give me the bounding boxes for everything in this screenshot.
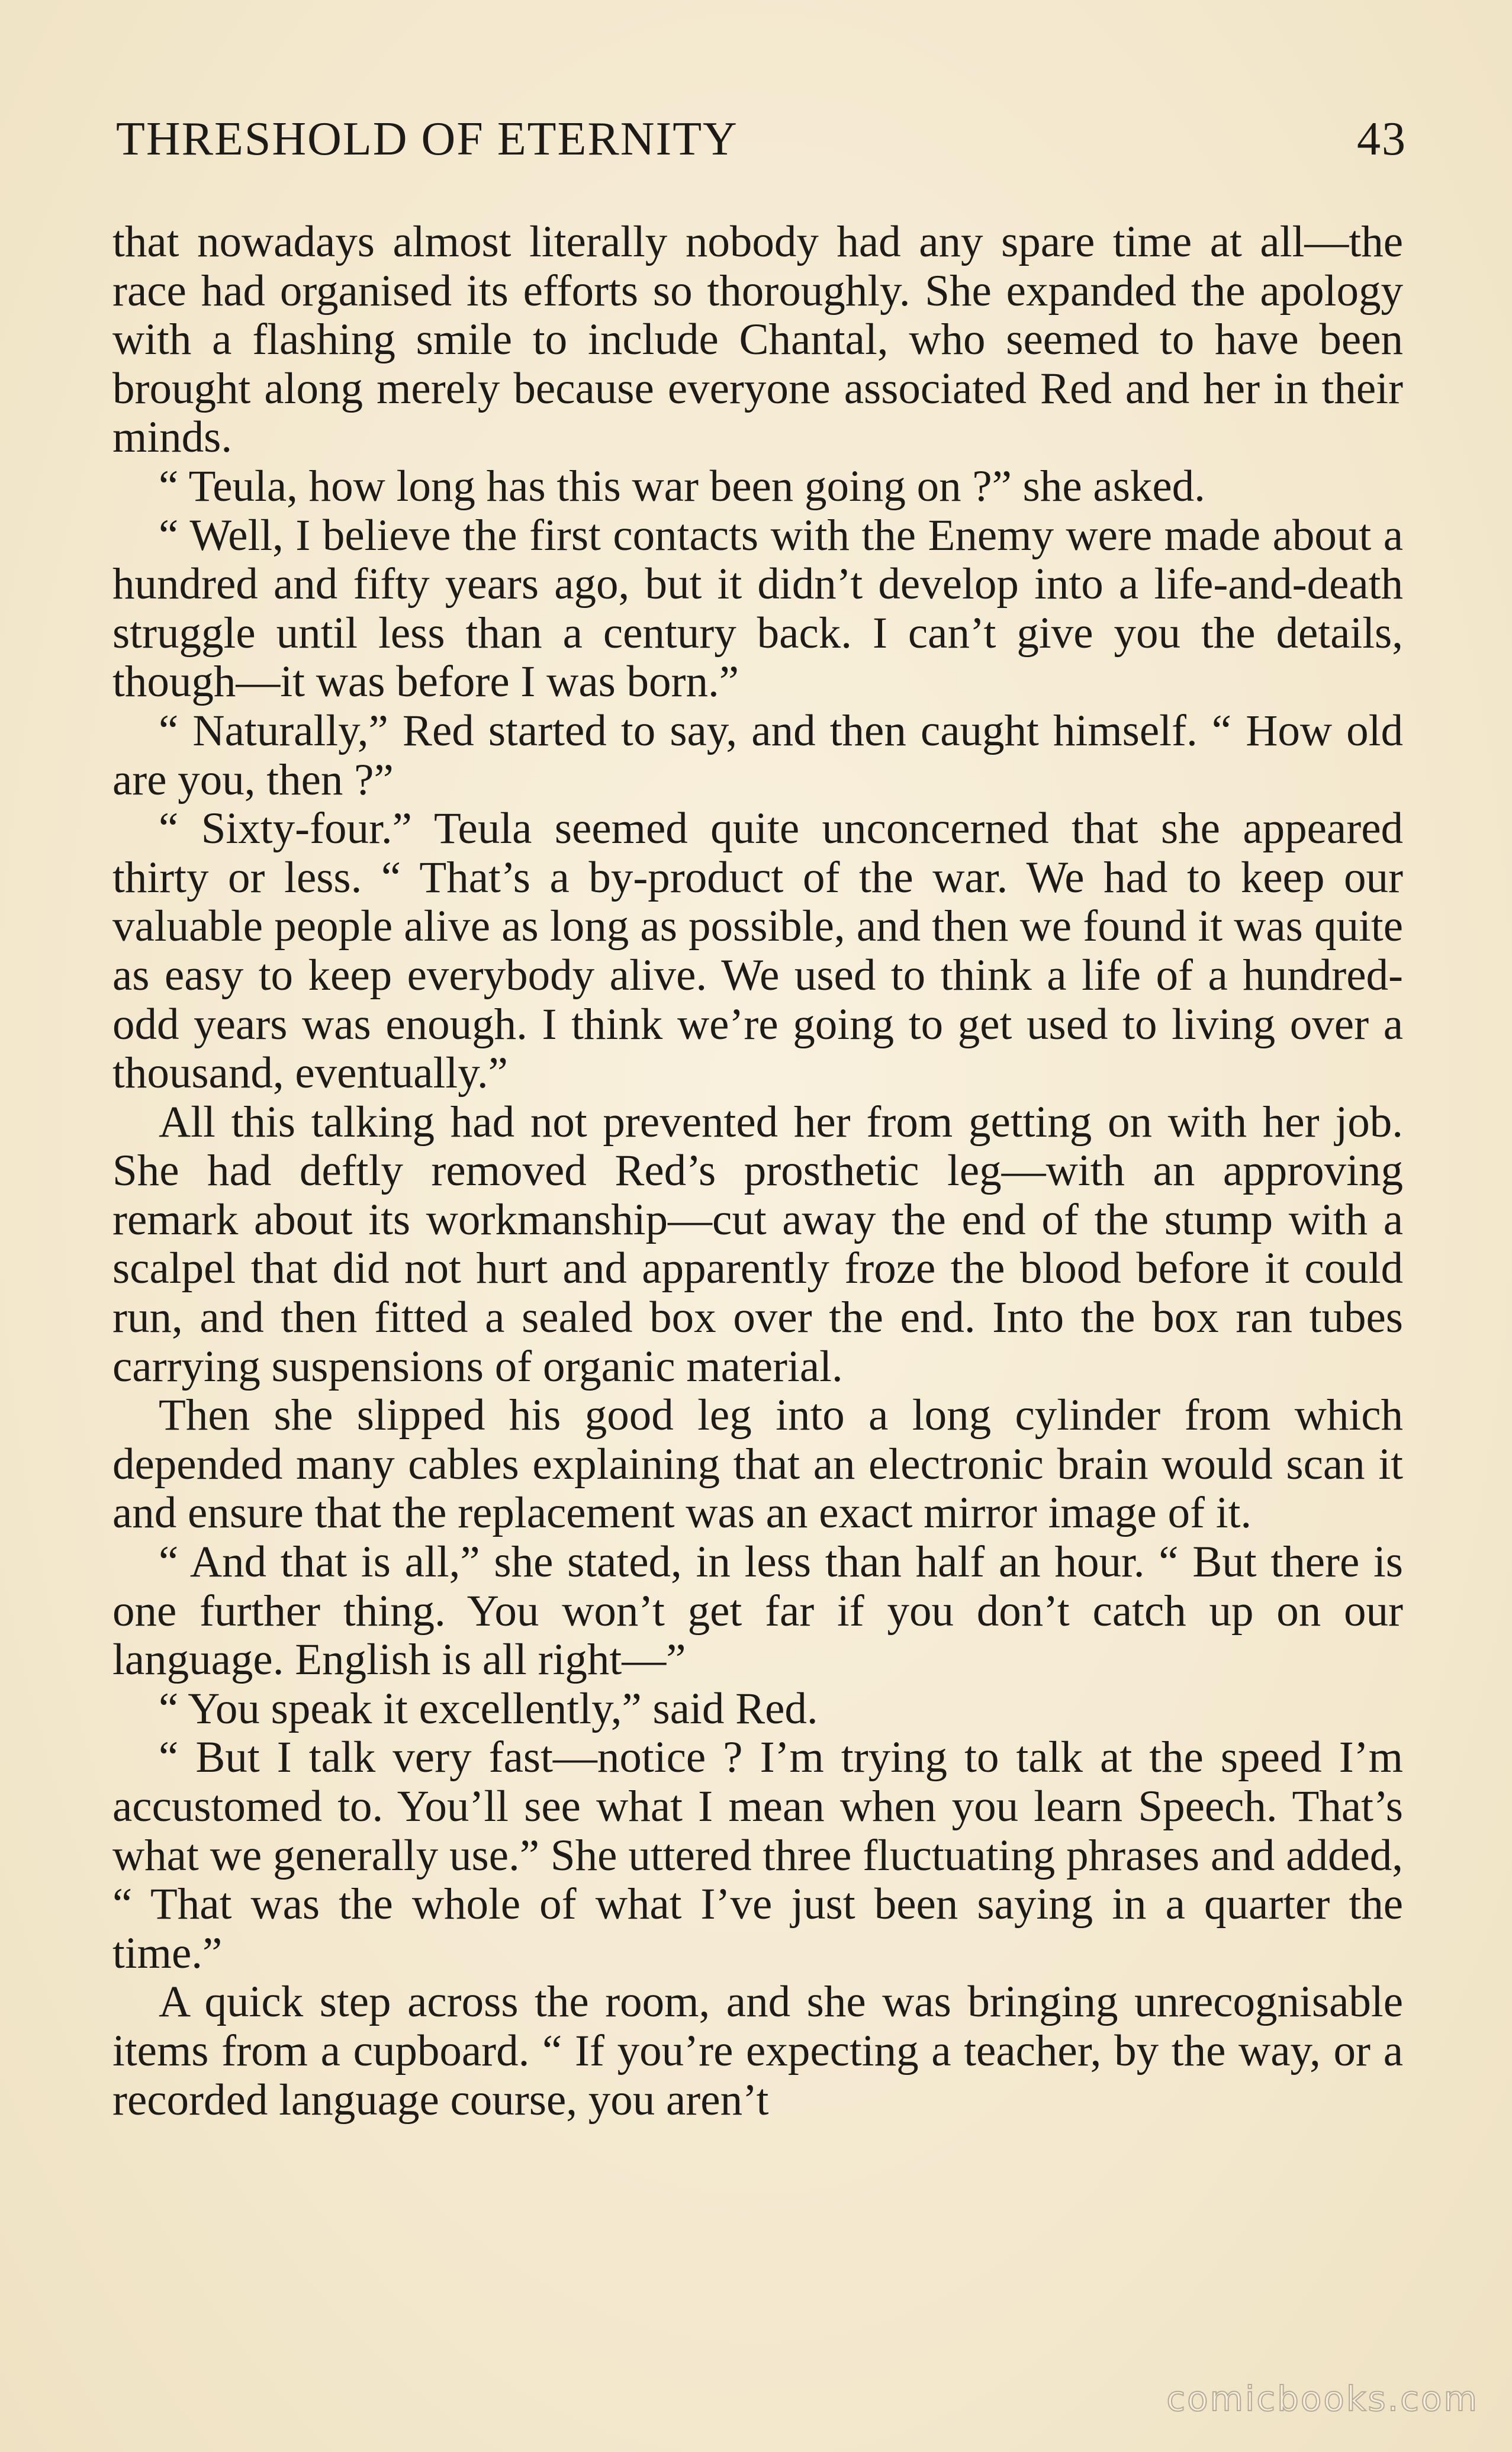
body-text <box>112 218 1403 2125</box>
paragraph: Then she slipped his good leg into a long cylinder from which depended many cables explaining that an electronic brain would scan it and ensure that the replacement was an exact mirror image of it. <box>112 1391 1403 1538</box>
paragraph: “ Naturally,” Red started to say, and then caught himself. “ How old are you, then ?” <box>112 706 1403 805</box>
paragraph: “ Teula, how long has this war been going on ?” she asked. <box>159 461 1205 511</box>
running-title: THRESHOLD OF ETERNITY <box>116 113 738 165</box>
paragraph: “ You speak it excellently,” said Red. <box>159 1684 818 1733</box>
paragraph: “ And that is all,” she stated, in less than half an hour. “ But there is one further thing. You won’t get far if you don’t catch up on our language. English is all right—” <box>112 1537 1403 1685</box>
paragraph: “ But I talk very fast—notice ? I’m trying to talk at the speed I’m accustomed to. You’ll see what I mean when you learn Speech. That’s what we generally use.” She uttered three fluctuating phrases and added, “ That was the whole of what I’ve just been saying in a quarter the time.” <box>112 1733 1403 1978</box>
watermark: comicbooks.com <box>1166 2379 1479 2419</box>
page-number: 43 <box>1357 113 1407 165</box>
paragraph: “ Sixty-four.” Teula seemed quite unconcerned that she appeared thirty or less. “ That’s a by-product of the war. We had to keep our valuable people alive as long as possible, and then we found it was quite as easy to keep everybody alive. We used to think a life of a hundred-odd years was enough. I think we’re going to get used to living over a thousand, eventually.” <box>112 804 1403 1098</box>
paragraph: “ Well, I believe the first contacts with the Enemy were made about a hundred and fifty years ago, but it didn’t develop into a life-and-death struggle until less than a century back. I can’t give you the details, though—it was before I was born.” <box>112 510 1403 707</box>
paragraph: All this talking had not prevented her from getting on with her job. She had deftly removed Red’s prosthetic leg—with an approving remark about its workmanship—cut away the end of the stump with a scalpel that did not hurt and apparently froze the blood before it could run, and then fitted a sealed box over the end. Into the box ran tubes carrying suspensions of organic material. <box>112 1097 1403 1391</box>
paragraph: A quick step across the room, and she was bringing unrecognisable items from a cupboard. “ If you’re expecting a teacher, by the way, or a recorded language course, you aren’t <box>112 1977 1403 2125</box>
running-header <box>116 112 1407 172</box>
paragraph: that nowadays almost literally nobody had any spare time at all—the race had organised its efforts so thoroughly. She expanded the apology with a flashing smile to include Chantal, who seemed to have been brought along merely because everyone associated Red and her in their minds. <box>112 217 1403 462</box>
